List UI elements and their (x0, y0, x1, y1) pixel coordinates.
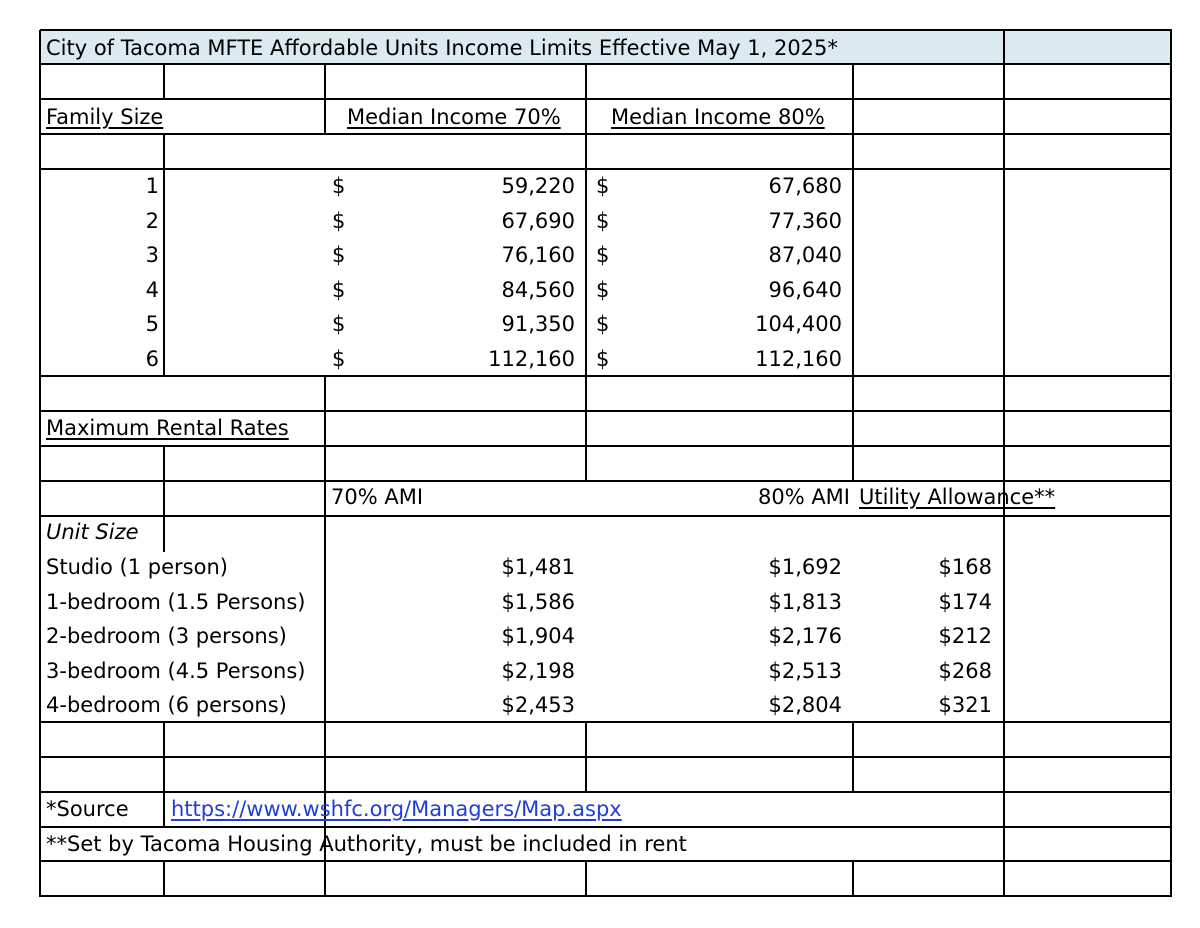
unit-size-cell: 2-bedroom (3 persons) (46, 624, 287, 649)
family-size-cell: 5 (145, 312, 159, 337)
income-70-cell: 76,160 (501, 243, 575, 268)
currency-70-cell: $ (332, 243, 346, 268)
rent-70-cell: $2,198 (501, 658, 575, 683)
income-80-cell: 67,680 (768, 174, 842, 198)
family-size-cell: 6 (145, 347, 159, 371)
grid-line-v (163, 446, 165, 552)
income-80-cell: 77,360 (768, 208, 842, 233)
utility-allowance-cell: $174 (938, 589, 992, 614)
currency-80-cell: $ (596, 312, 610, 337)
unit-size-cell: 1-bedroom (1.5 Persons) (46, 589, 306, 614)
rent-70-cell: $1,586 (501, 589, 575, 614)
grid-line-v (585, 722, 587, 793)
max-rental-rates-header: Maximum Rental Rates (46, 416, 289, 440)
utility-allowance-cell: $212 (938, 624, 992, 649)
source-label: *Source (46, 797, 129, 821)
grid-line-v (163, 722, 165, 828)
median-income-70-header: Median Income 70% (347, 105, 561, 129)
currency-70-cell: $ (332, 277, 346, 302)
ami-80-header: 80% AMI (757, 485, 850, 509)
utility-allowance-header (859, 485, 1055, 509)
income-70-cell: 91,350 (501, 312, 575, 337)
rent-80-cell: $1,813 (768, 589, 842, 614)
rent-70-cell: $1,904 (501, 624, 575, 649)
grid-line-v (1003, 30, 1005, 897)
currency-80-cell: $ (596, 347, 610, 371)
grid-line-v (1170, 30, 1172, 897)
rent-80-cell: $1,692 (768, 555, 842, 579)
grid-line-v (852, 64, 854, 482)
grid-line-v (324, 64, 326, 135)
sheet-title: City of Tacoma MFTE Affordable Units Income Limits Effective May 1, 2025* (46, 36, 838, 60)
grid-line-v (852, 861, 854, 897)
unit-size-cell: Studio (1 person) (46, 555, 228, 579)
unit-size-header: Unit Size (46, 520, 139, 544)
grid-line-v (163, 64, 165, 100)
median-income-80-header: Median Income 80% (611, 105, 825, 129)
rent-80-cell: $2,804 (768, 693, 842, 718)
currency-70-cell: $ (332, 347, 346, 371)
utility-allowance-label: Utility Allowance** (859, 485, 1056, 509)
rent-70-cell: $1,481 (501, 555, 575, 579)
family-size-header: Family Size (46, 105, 164, 129)
income-70-cell: 59,220 (501, 174, 575, 198)
grid-line-v (39, 30, 41, 897)
grid-line-v (163, 861, 165, 897)
unit-size-cell: 4-bedroom (6 persons) (46, 693, 287, 718)
unit-size-cell: 3-bedroom (4.5 Persons) (46, 658, 306, 683)
currency-80-cell: $ (596, 243, 610, 268)
rent-70-cell: $2,453 (501, 693, 575, 718)
currency-80-cell: $ (596, 208, 610, 233)
ami-70-header: 70% AMI (331, 485, 424, 509)
currency-80-cell: $ (596, 277, 610, 302)
family-size-cell: 1 (145, 174, 159, 198)
grid-line-v (163, 134, 165, 377)
currency-70-cell: $ (332, 312, 346, 337)
family-size-cell: 4 (145, 277, 159, 302)
rent-80-cell: $2,513 (768, 658, 842, 683)
income-70-cell: 67,690 (501, 208, 575, 233)
family-size-cell: 3 (145, 243, 159, 268)
grid-line-v (585, 861, 587, 897)
family-size-cell: 2 (145, 208, 159, 233)
grid-line-v (852, 722, 854, 793)
utility-allowance-cell: $321 (938, 693, 992, 718)
currency-80-cell: $ (596, 174, 610, 198)
income-70-cell: 84,560 (501, 277, 575, 302)
currency-70-cell: $ (332, 174, 346, 198)
grid-line-v (585, 64, 587, 482)
source-link[interactable]: https://www.wshfc.org/Managers/Map.aspx (171, 797, 622, 821)
income-70-cell: 112,160 (488, 347, 575, 371)
income-80-cell: 87,040 (768, 243, 842, 268)
currency-70-cell: $ (332, 208, 346, 233)
utility-allowance-cell: $268 (938, 658, 992, 683)
income-80-cell: 96,640 (768, 277, 842, 302)
utility-allowance-cell: $168 (938, 555, 992, 579)
utility-note: **Set by Tacoma Housing Authority, must be included in rent (46, 832, 687, 856)
rent-80-cell: $2,176 (768, 624, 842, 649)
income-80-cell: 112,160 (755, 347, 842, 371)
income-80-cell: 104,400 (755, 312, 842, 337)
